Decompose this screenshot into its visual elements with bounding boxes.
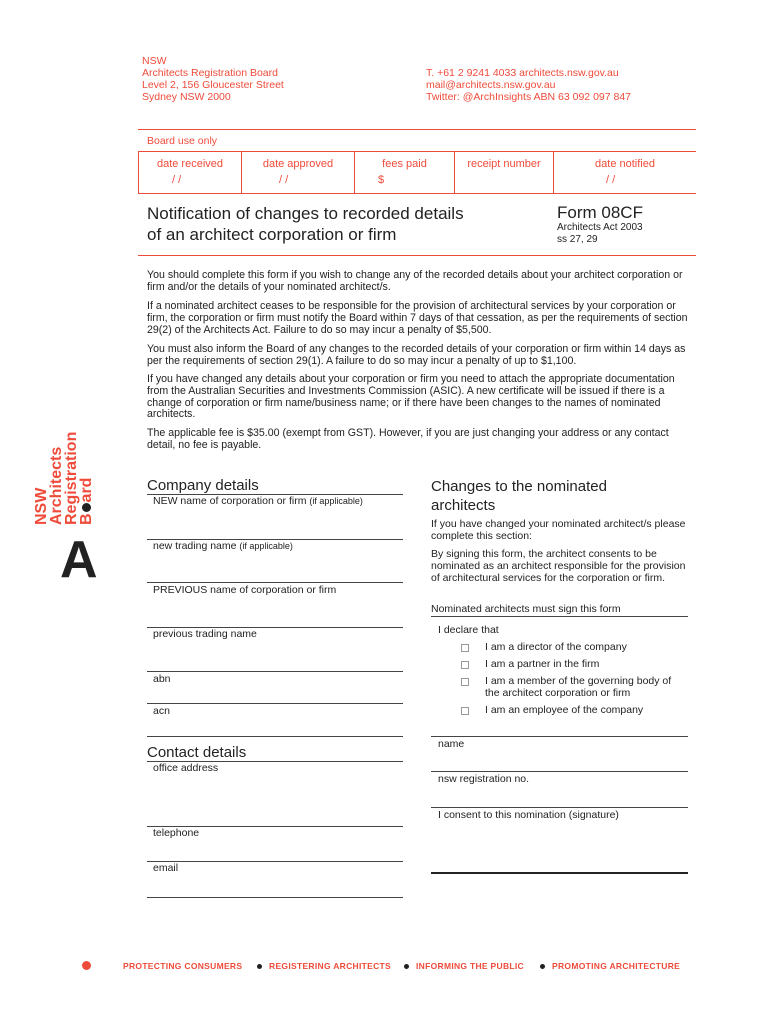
- must-sign-text: Nominated architects must sign this form: [431, 603, 621, 615]
- footer-bullet-icon: [404, 964, 409, 969]
- architect-name-label: name: [438, 738, 465, 750]
- intro-paragraph: If a nominated architect ceases to be responsible for the provision of architectural services by your corporation or firm, the corporation or firm must notify the Board within 7 days of that cessation, as per the requirements of section 29(2) of the Architects Act. Failure to do so may incur a penalty of $5,500.: [147, 300, 688, 336]
- signature-label: I consent to this nomination (signature): [438, 809, 619, 821]
- contact-line2: mail@architects.nsw.gov.au: [426, 79, 556, 91]
- board-mid-rule: [138, 151, 696, 152]
- footer-bullet-icon: [257, 964, 262, 969]
- nominated-title-line2: architects: [431, 497, 496, 514]
- new-name-label: [153, 495, 363, 507]
- intro-paragraph: The applicable fee is $35.00 (exempt from GST). However, if you are just changing your address or any contact detail, no fee is payable.: [147, 427, 669, 451]
- intro-paragraph: You must also inform the Board of any changes to the recorded details of your corporation or firm within 14 days as per the requirements of section 29(1). A failure to do so may incur a penalty of up to $1,100.: [147, 343, 686, 367]
- telephone-field[interactable]: [147, 861, 403, 862]
- side-logo-line1: NSW: [33, 487, 50, 525]
- new-trading-note: (if applicable): [239, 541, 293, 551]
- new-name-note: (if applicable): [309, 496, 363, 506]
- telephone-label: telephone: [153, 827, 200, 839]
- footer-red-dot-icon: [82, 961, 91, 970]
- previous-trading-label: previous trading name: [153, 628, 257, 640]
- intro-paragraph: If you have changed any details about your corporation or firm you need to attach the appropriate documentation from the Australian Securities and Investments Commission (ASIC). A new certificate will be issued if there is a change of corporation or firm name/business name; or if there have been changes to the names of nominated architects.: [147, 373, 675, 421]
- email-label: email: [153, 862, 179, 874]
- signature-field[interactable]: [431, 872, 688, 874]
- office-address-label: office address: [153, 762, 219, 774]
- footer-item: REGISTERING ARCHITECTS: [269, 961, 391, 971]
- partner-option-label: I am a partner in the firm: [485, 658, 600, 670]
- side-logo-text: [34, 432, 94, 525]
- board-use-title: Board use only: [147, 135, 218, 147]
- intro-paragraph: You should complete this form if you wish to change any of the recorded details about your architect corporation or firm and/or the details of your nominated architect/s.: [147, 269, 683, 293]
- side-logo-mark: A: [60, 531, 98, 589]
- side-logo-line4a: B: [78, 513, 95, 525]
- receipt-number-label: receipt number: [467, 158, 541, 170]
- side-logo-dot-icon: [82, 503, 91, 512]
- architect-name-field[interactable]: [431, 771, 688, 772]
- registration-no-field[interactable]: [431, 807, 688, 808]
- acn-label: acn: [153, 705, 170, 717]
- side-logo-line4b: ard: [78, 477, 95, 503]
- acn-field[interactable]: [147, 736, 403, 737]
- footer-item: PROTECTING CONSUMERS: [123, 961, 243, 971]
- declare-rule: [431, 736, 688, 737]
- nominated-title: [431, 477, 607, 515]
- form-number: Form 08CF: [557, 203, 643, 222]
- board-bottom-rule: [138, 193, 696, 194]
- date-notified-label: date notified: [595, 158, 655, 170]
- nominated-title-line1: Changes to the nominated: [431, 478, 607, 495]
- nominated-instructions: If you have changed your nominated architect/s please complete this section:: [431, 518, 686, 542]
- previous-name-prefix: PREVIOUS: [153, 584, 208, 596]
- form-title-line1: Notification of changes to recorded details: [147, 204, 464, 223]
- new-name-text: name of corporation or firm: [177, 495, 310, 507]
- form-act: Architects Act 2003: [557, 222, 643, 233]
- company-details-title: Company details: [147, 477, 259, 494]
- new-trading-field[interactable]: [147, 582, 403, 583]
- board-top-rule: [138, 129, 696, 130]
- director-option-label: I am a director of the company: [485, 641, 627, 653]
- side-logo-line2: Architects: [48, 446, 65, 525]
- form-title-line2: of an architect corporation or firm: [147, 225, 397, 244]
- org-name-line1: NSW: [142, 55, 167, 67]
- previous-name-text: name of corporation or firm: [207, 584, 337, 596]
- nominated-consent-text: By signing this form, the architect consents to be nominated as an architect responsible for the provision of architectural services for the corporation or firm.: [431, 548, 686, 584]
- previous-name-label: [153, 584, 336, 596]
- must-sign-rule: [431, 616, 688, 617]
- employee-checkbox[interactable]: [461, 707, 469, 715]
- title-rule: [138, 255, 696, 256]
- footer-item: INFORMING THE PUBLIC: [416, 961, 524, 971]
- registration-no-label: nsw registration no.: [438, 773, 530, 785]
- new-trading-text: new trading name: [153, 540, 240, 552]
- date-received-label: date received: [156, 158, 224, 170]
- footer-item: PROMOTING ARCHITECTURE: [552, 961, 681, 971]
- email-field[interactable]: [147, 897, 403, 898]
- org-address-line2: Sydney NSW 2000: [142, 91, 231, 103]
- org-name-line2: Architects Registration Board: [142, 67, 278, 79]
- date-notified-field[interactable]: / /: [606, 174, 616, 186]
- org-address-line1: Level 2, 156 Gloucester Street: [142, 79, 284, 91]
- declare-label: I declare that: [438, 624, 499, 636]
- employee-option-label: I am an employee of the company: [485, 704, 644, 716]
- form-sections: ss 27, 29: [557, 234, 598, 245]
- contact-details-title: Contact details: [147, 744, 247, 761]
- fees-paid-field[interactable]: $: [378, 174, 385, 186]
- governing-body-checkbox[interactable]: [461, 678, 469, 686]
- governing-body-option-label: I am a member of the governing body of the architect corporation or firm: [485, 675, 672, 699]
- new-name-prefix: NEW: [153, 495, 178, 507]
- date-approved-field[interactable]: / /: [279, 174, 289, 186]
- abn-field[interactable]: [147, 703, 403, 704]
- fees-paid-label: fees paid: [382, 158, 427, 170]
- date-received-field[interactable]: / /: [172, 174, 182, 186]
- footer-bullet-icon: [540, 964, 545, 969]
- new-trading-label: [153, 540, 293, 552]
- abn-label: abn: [153, 673, 171, 685]
- date-approved-label: date approved: [262, 158, 334, 170]
- previous-trading-field[interactable]: [147, 671, 403, 672]
- form-title: [147, 203, 464, 245]
- partner-checkbox[interactable]: [461, 661, 469, 669]
- director-checkbox[interactable]: [461, 644, 469, 652]
- side-logo-line3: Registration: [63, 431, 80, 525]
- contact-line3: Twitter: @ArchInsights ABN 63 092 097 847: [426, 91, 632, 103]
- contact-line1: T. +61 2 9241 4033 architects.nsw.gov.au: [426, 67, 619, 79]
